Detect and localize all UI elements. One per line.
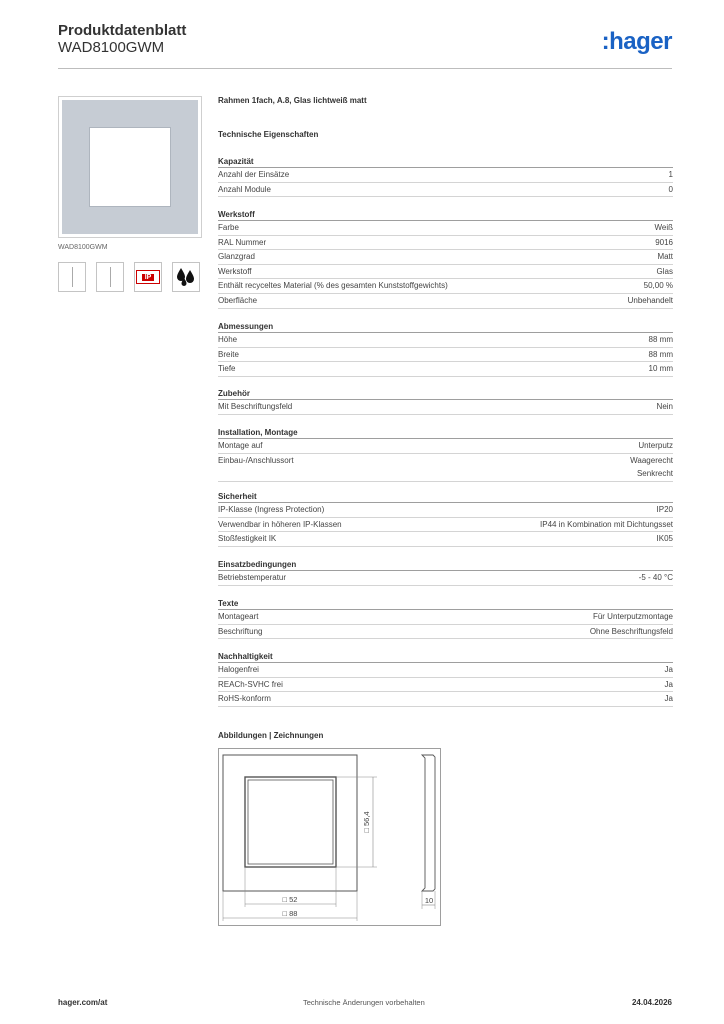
section-title: Installation, Montage (218, 426, 673, 439)
spec-row: Montage auf Unterputz (218, 439, 673, 454)
outer-frame (223, 755, 357, 891)
feature-icons (58, 262, 200, 292)
inner-frame (248, 780, 333, 864)
water-drops-icon (172, 262, 200, 292)
section-title: Werkstoff (218, 208, 673, 221)
drawings-title: Abbildungen | Zeichnungen (218, 731, 324, 740)
spec-row: Einbau-/Anschlussort Waagerecht Senkrecht (218, 454, 673, 482)
spec-row: Beschriftung Ohne Beschriftungsfeld (218, 625, 673, 640)
section-texte (218, 597, 673, 639)
tech-properties-title: Technische Eigenschaften (218, 130, 319, 139)
footer-website: hager.com/at (58, 998, 108, 1007)
product-image (58, 96, 202, 238)
side-view (422, 755, 435, 891)
section-title: Einsatzbedingungen (218, 558, 673, 571)
inner-frame-outer (245, 777, 336, 867)
frame-icon (58, 262, 86, 292)
dim-inner-width: □ 52 (282, 895, 298, 904)
spec-row: Mit Beschriftungsfeld Nein (218, 400, 673, 415)
hager-logo: :hager (601, 28, 672, 55)
spec-row: RAL Nummer 9016 (218, 236, 673, 251)
spec-row: Tiefe 10 mm (218, 362, 673, 377)
spec-row: IP-Klasse (Ingress Protection) IP20 (218, 503, 673, 518)
image-caption: WAD8100GWM (58, 244, 108, 251)
spec-row: Farbe Weiß (218, 221, 673, 236)
section-title: Texte (218, 597, 673, 610)
article-number: WAD8100GWM (58, 39, 165, 56)
section-werkstoff (218, 208, 673, 309)
spec-row: Oberfläche Unbehandelt (218, 294, 673, 309)
header-divider (58, 68, 672, 69)
ip-rating-icon: IP (134, 262, 162, 292)
spec-row: REACh-SVHC frei Ja (218, 678, 673, 693)
section-sicherheit (218, 490, 673, 547)
footer-note: Technische Änderungen vorbehalten (303, 998, 425, 1007)
spec-row: Höhe 88 mm (218, 333, 673, 348)
section-kapazitaet (218, 155, 673, 197)
spec-row: Betriebstemperatur -5 - 40 °C (218, 571, 673, 586)
spec-row: RoHS-konform Ja (218, 692, 673, 707)
spec-row: Anzahl Module 0 (218, 183, 673, 198)
dim-depth: 10 (424, 896, 434, 905)
section-title: Abmessungen (218, 320, 673, 333)
spec-row: Montageart Für Unterputzmontage (218, 610, 673, 625)
footer-date: 24.04.2026 (631, 998, 672, 1007)
product-description: Rahmen 1fach, A.8, Glas lichtweiß matt (218, 96, 367, 105)
page-title: Produktdatenblatt (58, 22, 187, 39)
section-title: Kapazität (218, 155, 673, 168)
spec-row: Verwendbar in höheren IP-Klassen IP44 in Kombination mit Dichtungsset (218, 518, 673, 533)
section-title: Zubehör (218, 387, 673, 400)
section-einsatzbedingungen (218, 558, 673, 586)
section-installation (218, 426, 673, 482)
spec-row: Werkstoff Glas (218, 265, 673, 280)
spec-row: Anzahl der Einsätze 1 (218, 168, 673, 183)
section-title: Sicherheit (218, 490, 673, 503)
technical-drawing (218, 748, 441, 926)
spec-row: Glanzgrad Matt (218, 250, 673, 265)
section-zubehoer (218, 387, 673, 415)
spec-row: Halogenfrei Ja (218, 663, 673, 678)
section-abmessungen (218, 320, 673, 377)
frame-illustration (62, 100, 198, 234)
spec-row: Breite 88 mm (218, 348, 673, 363)
section-nachhaltigkeit (218, 650, 673, 707)
spec-row: Enthält recyceltes Material (% des gesamten Kunststoffgewichts) 50,00 % (218, 279, 673, 294)
frame-icon (96, 262, 124, 292)
spec-row: Stoßfestigkeit IK IK05 (218, 532, 673, 547)
dim-inner-height: □ 56,4 (362, 811, 371, 833)
dim-outer-width: □ 88 (282, 909, 298, 918)
section-title: Nachhaltigkeit (218, 650, 673, 663)
